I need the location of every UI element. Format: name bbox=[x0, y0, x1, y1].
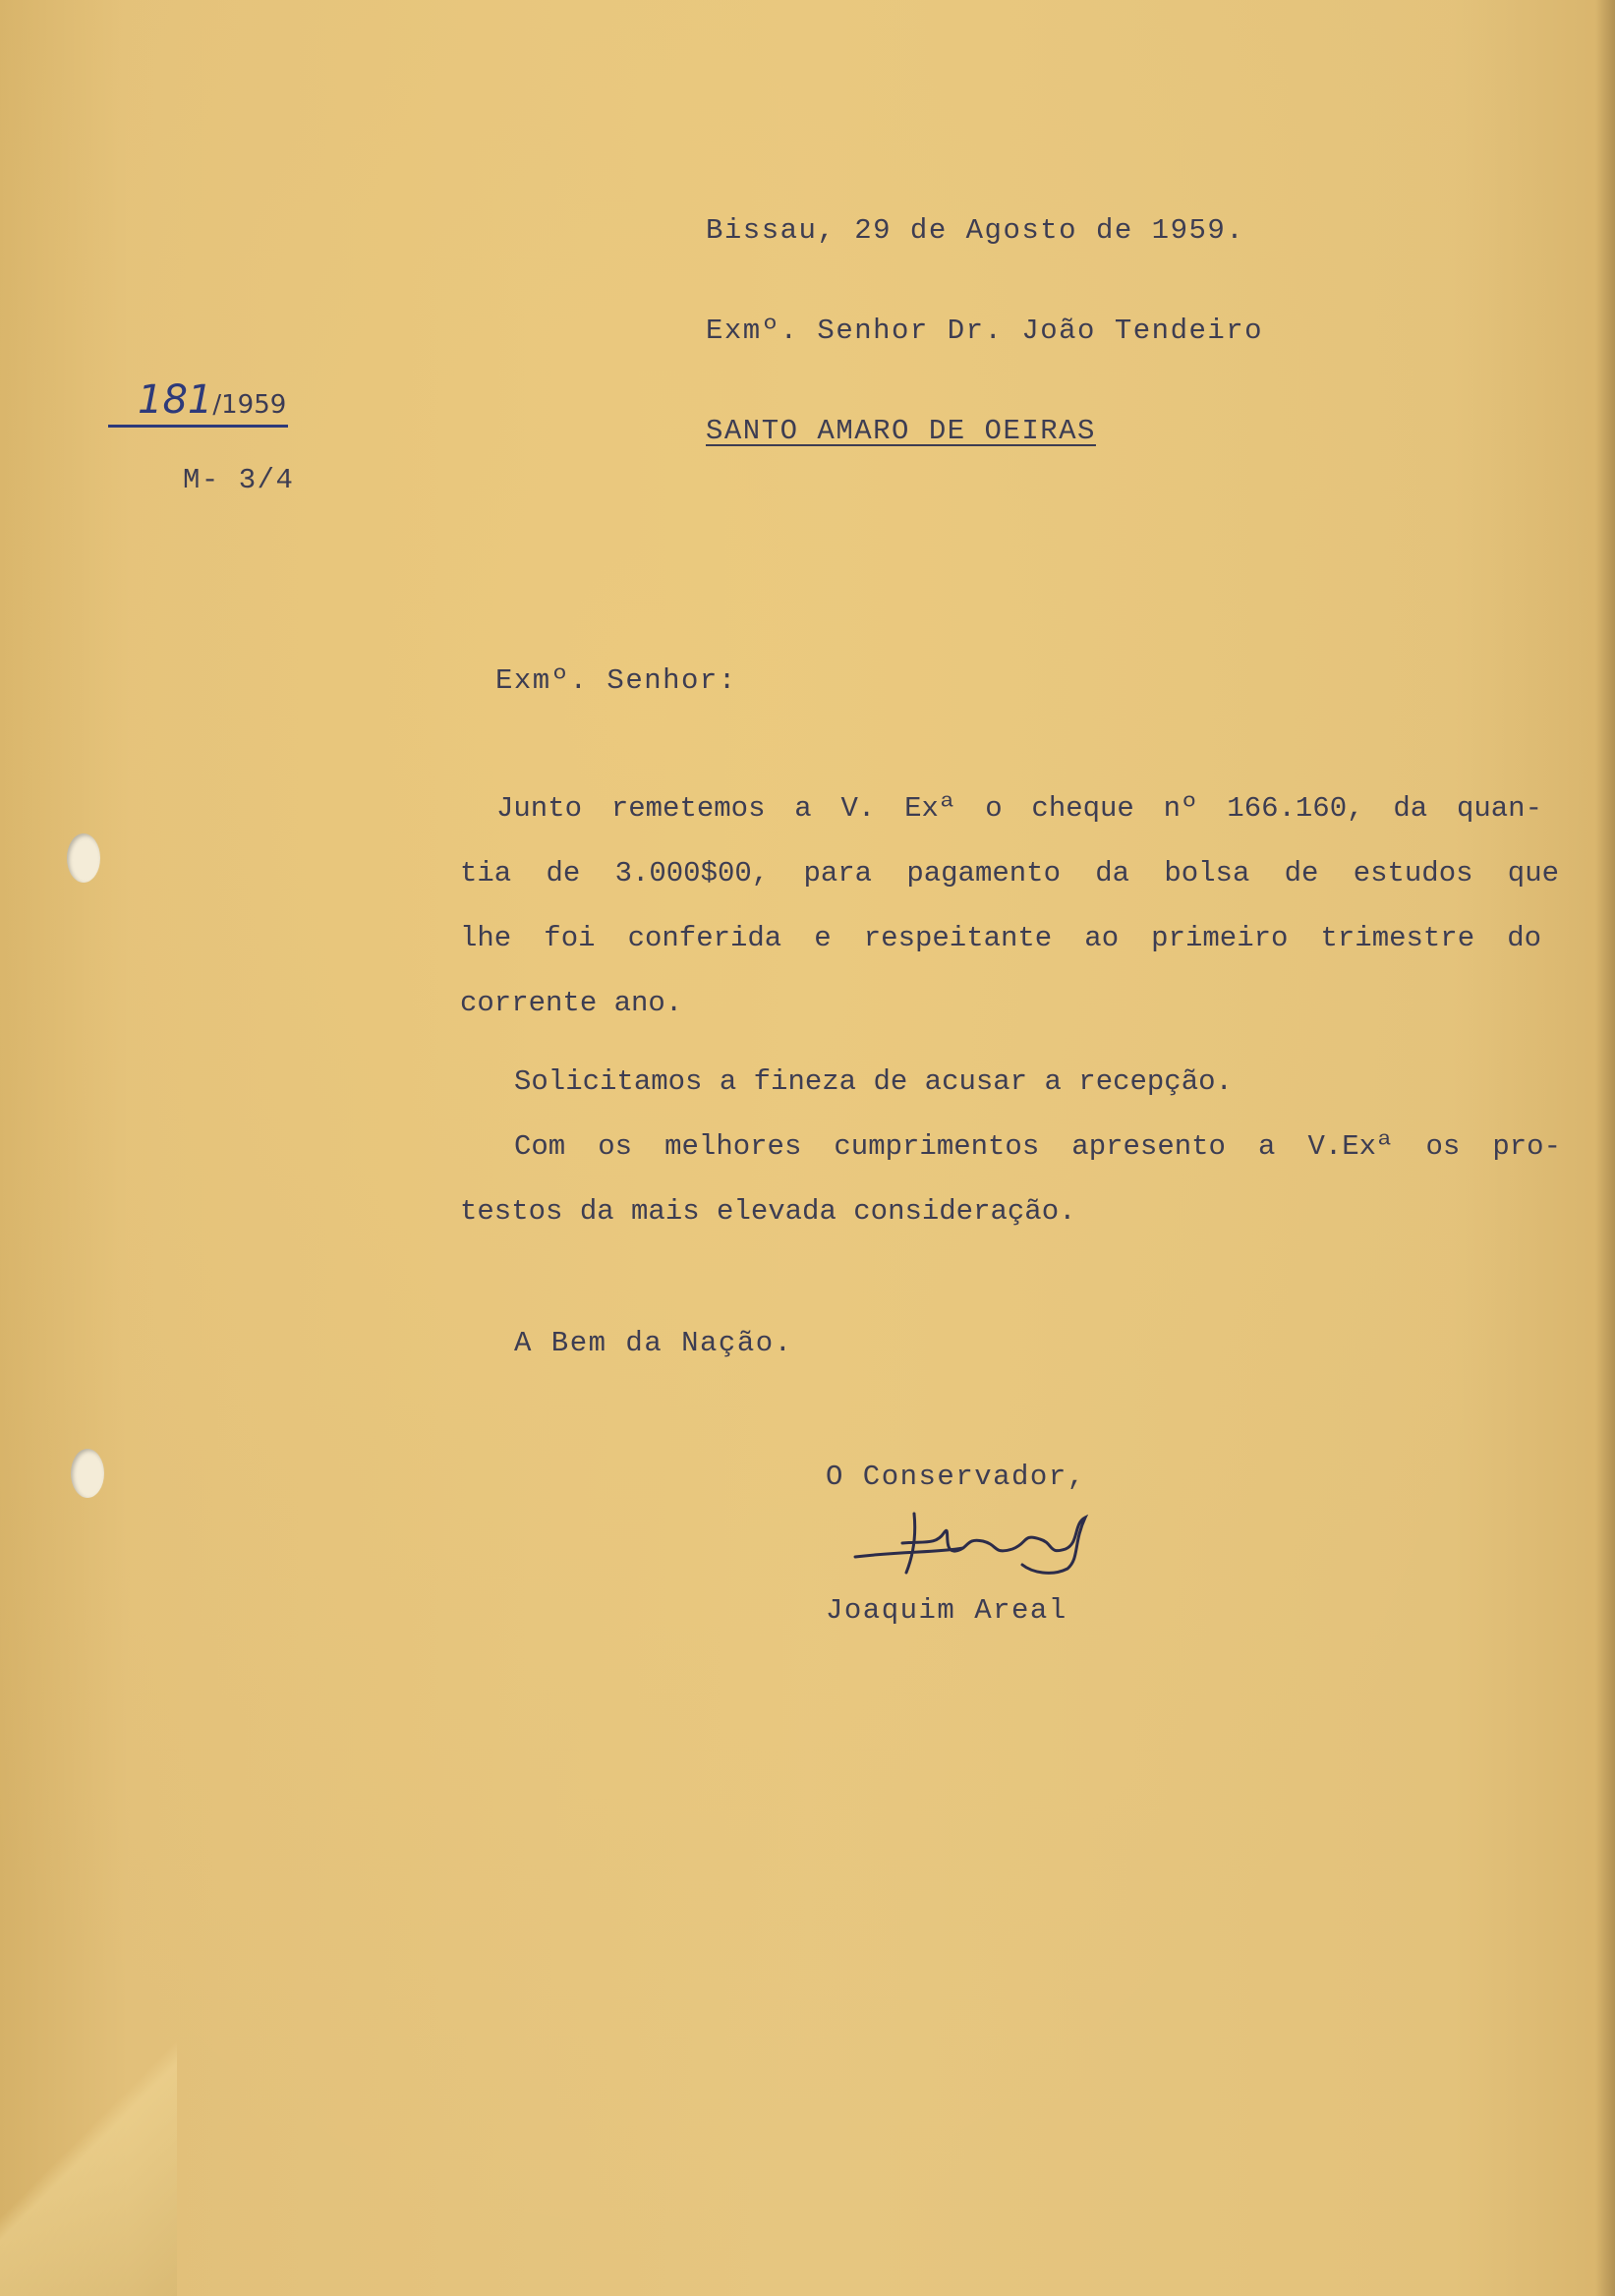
reference-year: /1959 bbox=[212, 390, 287, 420]
punch-hole-top bbox=[67, 833, 100, 883]
salutation: Exmº. Senhor: bbox=[495, 664, 737, 697]
folded-corner bbox=[0, 2005, 177, 2296]
recipient-address: SANTO AMARO DE OEIRAS bbox=[706, 415, 1096, 447]
closing-formula: A Bem da Nação. bbox=[514, 1327, 793, 1359]
body-line-2: tia de 3.000$00, para pagamento da bolsa de estudos que bbox=[460, 857, 1559, 890]
reference-number bbox=[108, 377, 288, 428]
reference-number-value: 181 bbox=[138, 377, 213, 423]
body-line-3: lhe foi conferida e respeitante ao primeiro trimestre do bbox=[460, 922, 1541, 954]
paragraph-closing-line-1: Com os melhores cumprimentos apresento a V.Exª os pro- bbox=[514, 1130, 1561, 1163]
body-line-4: corrente ano. bbox=[460, 987, 683, 1019]
handwritten-signature bbox=[845, 1494, 1121, 1582]
place-date: Bissau, 29 de Agosto de 1959. bbox=[706, 214, 1245, 247]
signer-title: O Conservador, bbox=[826, 1461, 1086, 1493]
punch-hole-bottom bbox=[71, 1449, 104, 1498]
paragraph-request: Solicitamos a fineza de acusar a recepção. bbox=[514, 1065, 1233, 1098]
recipient-name: Exmº. Senhor Dr. João Tendeiro bbox=[706, 315, 1264, 347]
paragraph-closing-line-2: testos da mais elevada consideração. bbox=[460, 1195, 1076, 1228]
body-line-1: Junto remetemos a V. Exª o cheque nº 166.160, da quan- bbox=[496, 792, 1542, 825]
reference-code: M- 3/4 bbox=[183, 464, 295, 496]
signer-name: Joaquim Areal bbox=[826, 1594, 1067, 1627]
